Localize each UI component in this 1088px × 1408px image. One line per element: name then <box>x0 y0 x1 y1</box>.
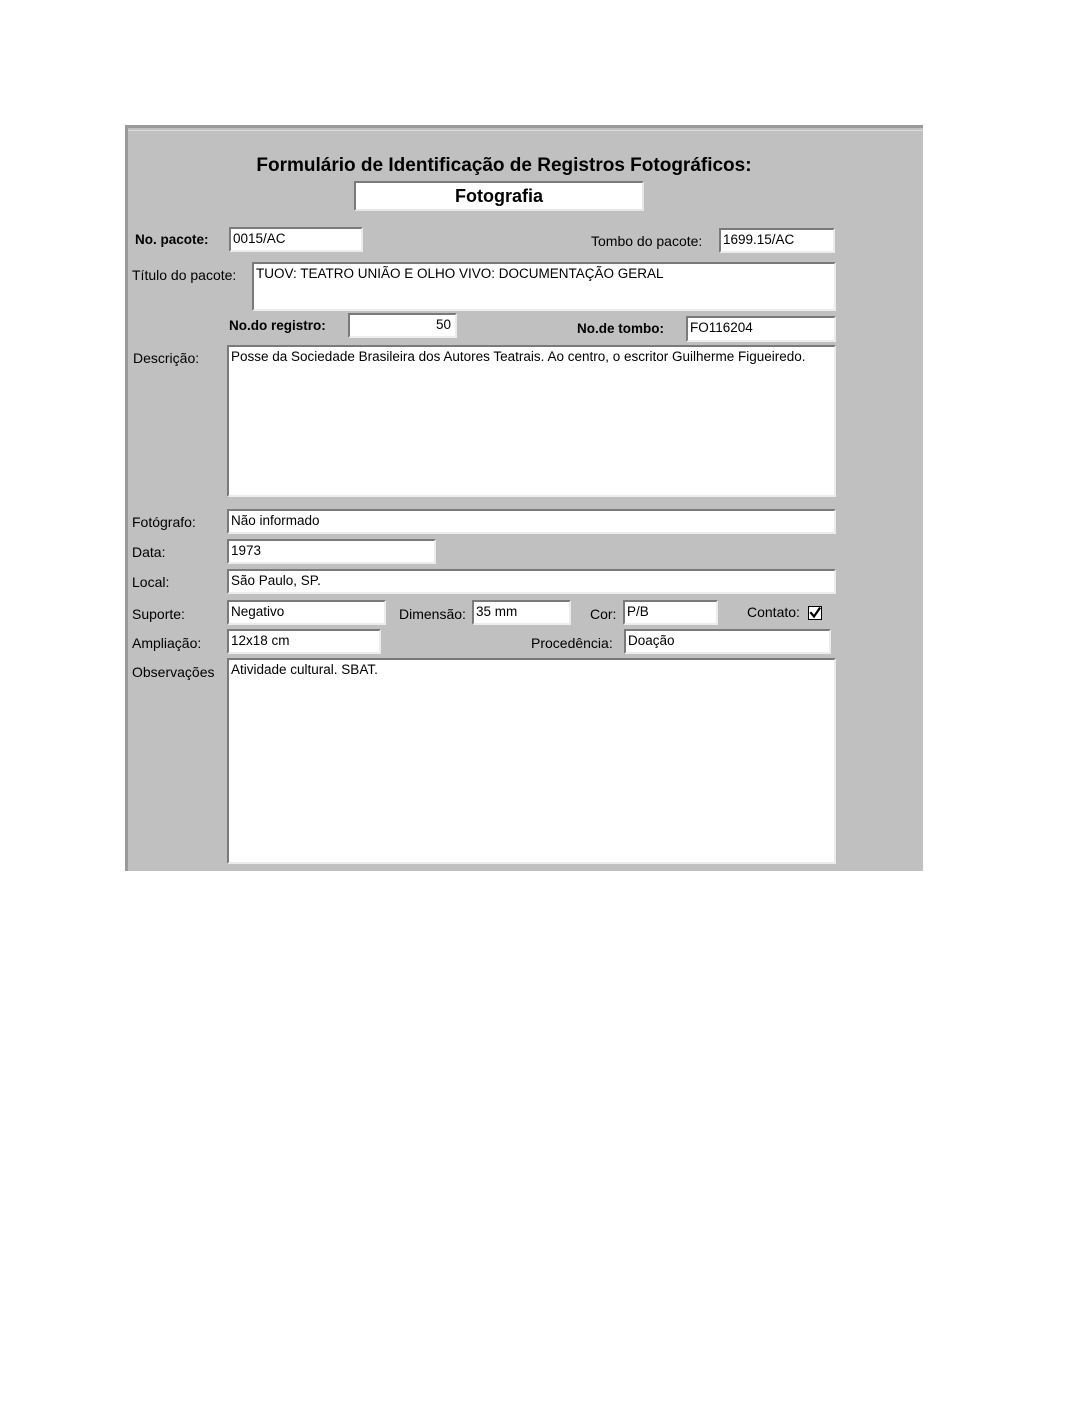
suporte-field[interactable]: Negativo <box>227 600 386 625</box>
procedencia-field[interactable]: Doação <box>624 629 831 654</box>
no-registro-label: No.do registro: <box>229 318 326 333</box>
contato-label: Contato: <box>747 604 800 620</box>
titulo-pacote-field[interactable]: TUOV: TEATRO UNIÃO E OLHO VIVO: DOCUMENTAÇÃO GERAL <box>252 262 836 311</box>
suporte-label: Suporte: <box>132 606 185 622</box>
cor-label: Cor: <box>590 606 617 622</box>
checkmark-icon <box>809 607 821 619</box>
observacoes-field[interactable]: Atividade cultural. SBAT. <box>227 658 836 864</box>
ampliacao-field[interactable]: 12x18 cm <box>227 629 381 654</box>
descricao-field[interactable]: Posse da Sociedade Brasileira dos Autores Teatrais. Ao centro, o escritor Guilherme Figueiredo. <box>227 345 836 497</box>
no-tombo-label: No.de tombo: <box>577 321 664 336</box>
titulo-pacote-label: Título do pacote: <box>132 267 237 283</box>
tombo-pacote-field[interactable]: 1699.15/AC <box>719 228 835 253</box>
data-field[interactable]: 1973 <box>227 539 436 564</box>
local-field[interactable]: São Paulo, SP. <box>227 569 836 594</box>
contato-checkbox[interactable] <box>808 606 822 620</box>
descricao-label: Descrição: <box>133 350 200 366</box>
ampliacao-label: Ampliação: <box>132 635 202 651</box>
dimensao-field[interactable]: 35 mm <box>472 600 571 625</box>
dimensao-label: Dimensão: <box>399 606 466 622</box>
no-pacote-field[interactable]: 0015/AC <box>229 227 363 252</box>
fotografo-label: Fotógrafo: <box>132 514 196 530</box>
procedencia-label: Procedência: <box>531 635 613 651</box>
no-pacote-label: No. pacote: <box>135 232 209 247</box>
form-title: Formulário de Identificação de Registros Fotográficos: <box>256 155 752 176</box>
local-label: Local: <box>132 574 170 590</box>
no-registro-field[interactable]: 50 <box>348 313 457 338</box>
form-subtitle: Fotografia <box>354 181 644 211</box>
data-label: Data: <box>132 544 166 560</box>
observacoes-label: Observações <box>132 664 215 680</box>
form-panel <box>125 125 923 871</box>
tombo-pacote-label: Tombo do pacote: <box>591 233 703 249</box>
no-tombo-field[interactable]: FO116204 <box>686 316 836 342</box>
fotografo-field[interactable]: Não informado <box>227 509 836 534</box>
cor-field[interactable]: P/B <box>623 600 718 625</box>
